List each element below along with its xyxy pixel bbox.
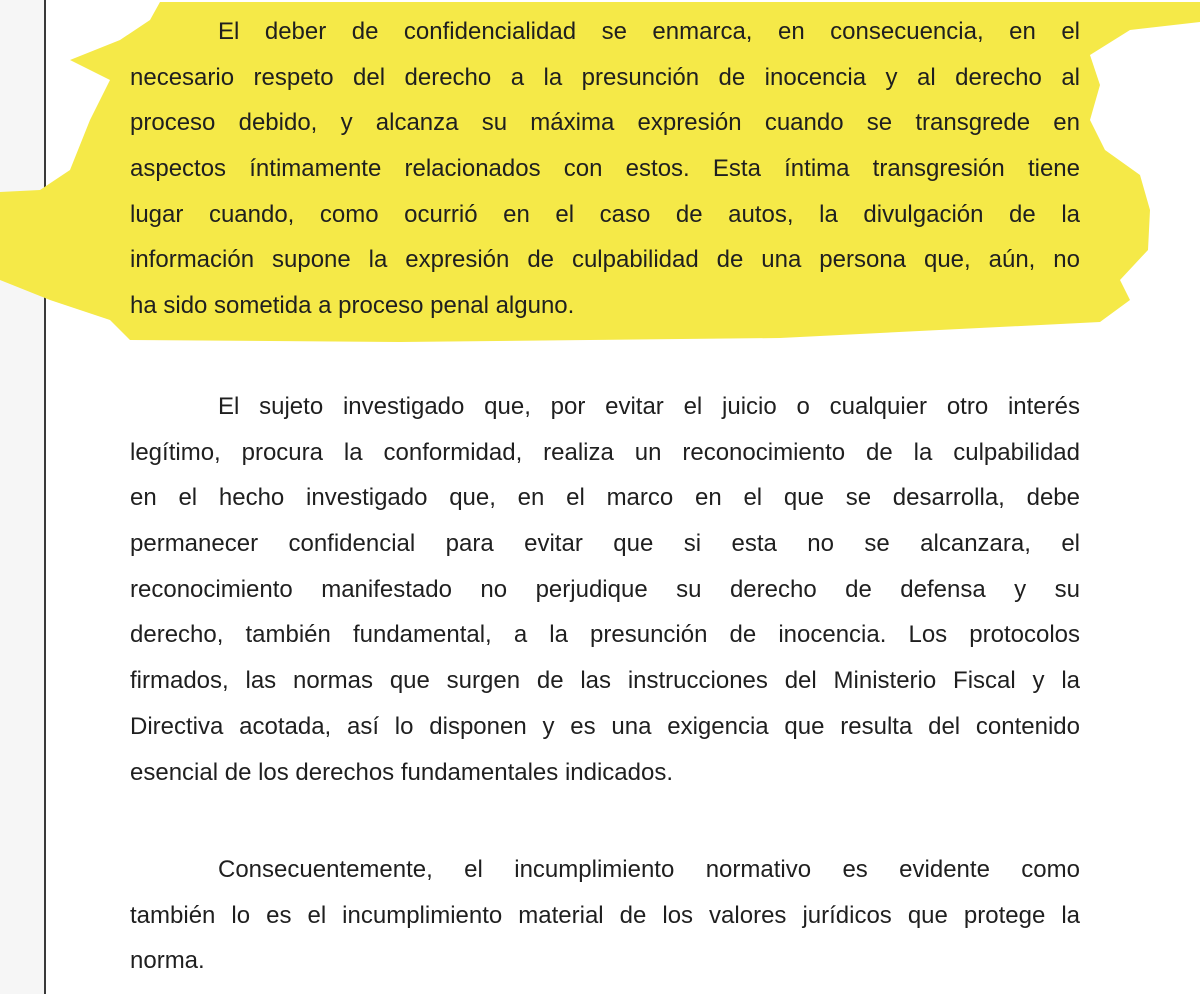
text-line: Consecuentemente, el incumplimiento normativo es evidente como [218,856,1080,883]
text-line: norma. [130,947,205,975]
text-line: legítimo, procura la conformidad, realiza un reconocimiento de la culpabilidad [130,438,1080,466]
text-line: información supone la expresión de culpabilidad de una persona que, aún, no [130,246,1080,274]
text-line: El sujeto investigado que, por evitar el juicio o cualquier otro interés [218,393,1080,420]
text-line: derecho, también fundamental, a la presunción de inocencia. Los protocolos [130,621,1080,649]
text-line: El deber de confidencialidad se enmarca, en consecuencia, en el [218,18,1080,45]
text-line: esencial de los derechos fundamentales indicados. [130,758,674,786]
text-line: también lo es el incumplimiento material de los valores jurídicos que protege la [130,901,1080,929]
text-line: lugar cuando, como ocurrió en el caso de autos, la divulgación de la [130,200,1080,228]
text-line: ha sido sometida a proceso penal alguno. [130,292,575,320]
text-line: firmados, las normas que surgen de las instrucciones del Ministerio Fiscal y la [130,667,1080,695]
text-line: Directiva acotada, así lo disponen y es una exigencia que resulta del contenido [130,712,1080,740]
text-line: necesario respeto del derecho a la presunción de inocencia y al derecho al [130,63,1080,91]
text-line: reconocimiento manifestado no perjudique su derecho de defensa y su [130,575,1080,603]
text-line: permanecer confidencial para evitar que si esta no se alcanzara, el [130,530,1080,558]
text-line: en el hecho investigado que, en el marco en el que se desarrolla, debe [130,484,1080,512]
text-line: aspectos íntimamente relacionados con estos. Esta íntima transgresión tiene [130,155,1080,183]
paragraph-2 [130,384,1080,795]
paragraph-1 [130,9,1080,329]
text-line: proceso debido, y alcanza su máxima expresión cuando se transgrede en [130,109,1080,137]
paragraph-3 [130,847,1080,984]
